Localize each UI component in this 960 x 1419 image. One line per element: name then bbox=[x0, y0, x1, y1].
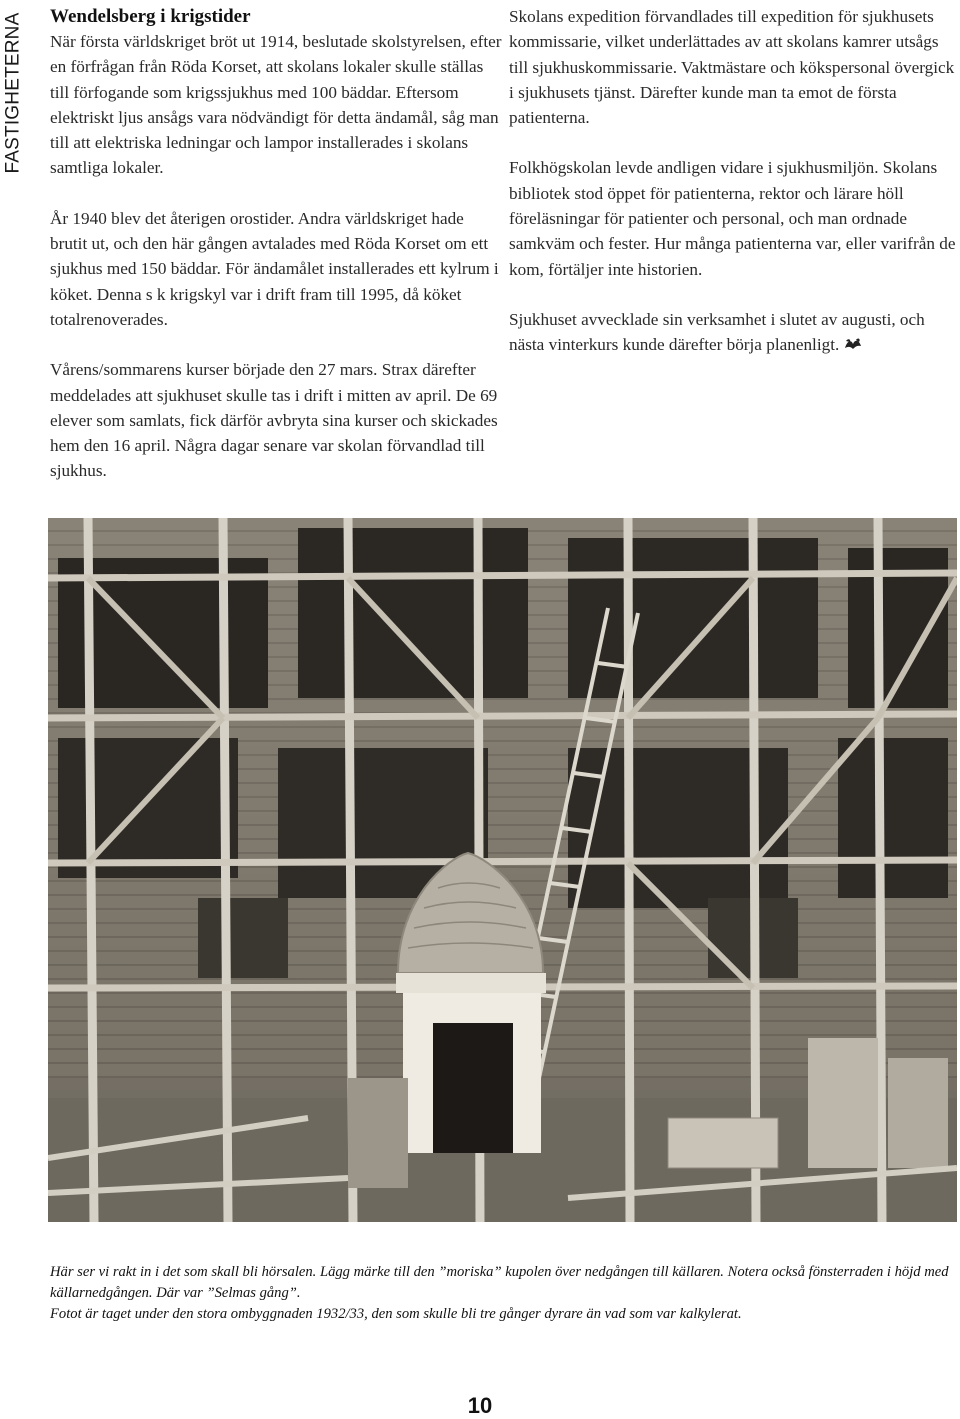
paragraph: Folkhögskolan levde andligen vidare i sjukhusmiljön. Skolans bibliotek stod öppet för patienterna, rektor och lärare höll föreläsningar för patienter och personal, och man ordnade samkväm och fester. Hur många patienterna var, eller varifrån de kom, förtäljer inte historien. bbox=[509, 158, 956, 279]
left-column bbox=[50, 4, 502, 484]
paragraph-text: Sjukhuset avvecklade sin verksamhet i slutet av augusti, och nästa vinterkurs kunde därefter börja planenligt. bbox=[509, 309, 925, 355]
page-number: 10 bbox=[467, 1393, 493, 1418]
photo-illustration bbox=[48, 518, 957, 1222]
caption-line: Här ser vi rakt in i det som skall bli hörsalen. Lägg märke till den ”moriska” kupolen över nedgången till källaren. Notera också fönsterraden i höjd med källarnedgången. Där var ”Selmas gång”. bbox=[50, 1264, 949, 1301]
section-label-text: FASTIGHETERNA bbox=[2, 12, 23, 173]
paragraph: År 1940 blev det återigen orostider. Andra världskriget hade brutit ut, och den här gången avtalades med Röda Korset om ett sjukhus med 150 bäddar. För ändamålet installerades ett kylrum i köket. Denna s k krigskyl var i drift fram till 1995, då köket totalrenoverades. bbox=[50, 208, 499, 329]
paragraph: Skolans expedition förvandlades till expedition för sjukhusets kommissarie, vilket underlättades av att skolans kamrer utsågs till sjukhuskommissarie. Vaktmästare och kökspersonal övergick i sjukhusets tjänst. Därefter kunde man ta emot de första patienterna. bbox=[509, 7, 955, 128]
photo-caption bbox=[50, 1262, 955, 1325]
leaf-ornament-icon bbox=[843, 337, 863, 351]
paragraph: När första världskriget bröt ut 1914, beslutade skolstyrelsen, efter en förfrågan från Röda Korset, att skolans lokaler skulle ställas till förfogande som krigssjukhus med 100 bäddar. Eftersom elektriskt ljus ansågs vara nödvändigt för detta ändamål, såg man till att elektriska ledningar och lampor installerades i skolans samtliga lokaler. bbox=[50, 32, 502, 178]
paragraph: Vårens/sommarens kurser började den 27 mars. Strax därefter meddelades att sjukhuset skulle tas i drift i mitten av april. De 69 elever som samlats, fick därför avbryta sina kurser och skickades hem den 16 april. Några dagar senare var skolan förvandlad till sjukhus. bbox=[50, 360, 498, 481]
section-label bbox=[0, 0, 26, 185]
historic-photo-scaffolding bbox=[48, 518, 957, 1222]
caption-line: Fotot är taget under den stora ombyggnaden 1932/33, den som skulle bli tre gånger dyrare än vad som var kalkylerat. bbox=[50, 1306, 742, 1322]
article-title: Wendelsberg i krigstider bbox=[50, 6, 251, 27]
paragraph-last bbox=[509, 307, 957, 358]
right-column bbox=[509, 4, 957, 358]
